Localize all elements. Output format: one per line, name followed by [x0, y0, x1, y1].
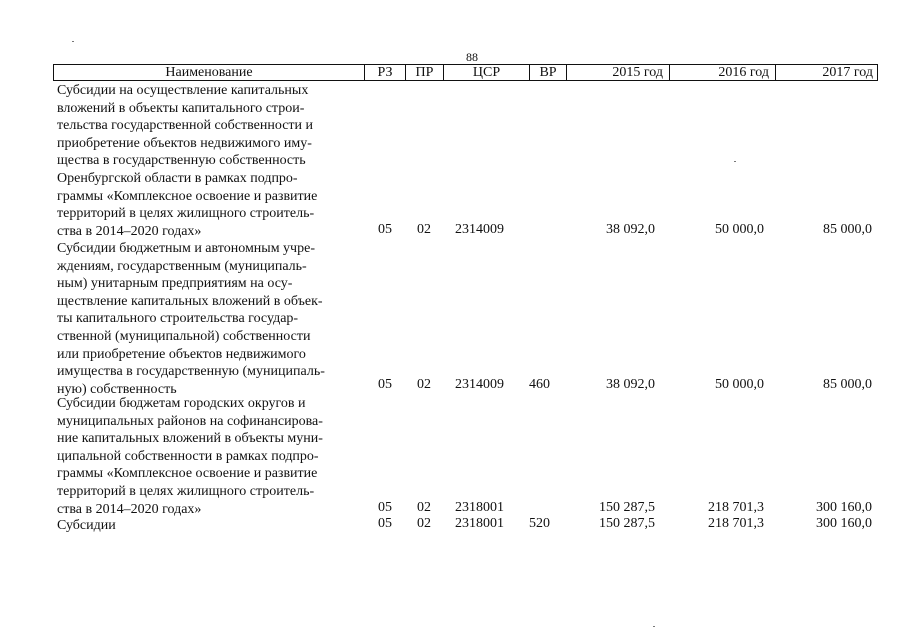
row-1-2016: 50 000,0	[715, 222, 764, 237]
header-rz: РЗ	[365, 65, 406, 80]
header-vr: ВР	[530, 65, 567, 80]
header-csr: ЦСР	[444, 65, 530, 80]
row-2-description: Субсидии бюджетным и автономным учре- ждениям, государственным (муниципаль- ным) унитарным предприятиям на осу- ществление капитальных вложений в объек- ты капитального строительства государ- ственной (муниципальной) собственности или приобретение объектов недвижимого имущества в государственную (муниципаль- ную) собственность	[57, 241, 325, 397]
header-2016: 2016 год	[670, 65, 776, 80]
row-4-csr: 2318001	[455, 516, 504, 531]
scan-speck	[653, 626, 655, 627]
row-1-2017: 85 000,0	[823, 222, 872, 237]
page-number: 88	[466, 50, 478, 64]
row-1-pr: 02	[417, 222, 431, 237]
row-3-2016: 218 701,3	[708, 500, 764, 515]
row-1-2015: 38 092,0	[606, 222, 655, 237]
row-3-2015: 150 287,5	[599, 500, 655, 515]
row-2-vr: 460	[529, 377, 550, 392]
header-pr: ПР	[406, 65, 444, 80]
row-1-csr: 2314009	[455, 222, 504, 237]
row-2-2016: 50 000,0	[715, 377, 764, 392]
row-3-description: Субсидии бюджетам городских округов и муниципальных районов на софинансирова- ние капитальных вложений в объекты муни- ципальной собственности в рамках подпро- граммы «Комплексное освоение и развитие территорий в целях жилищного строитель- ства в 2014–2020 годах»	[57, 396, 323, 517]
row-2-csr: 2314009	[455, 377, 504, 392]
header-name: Наименование	[54, 65, 365, 80]
header-2015: 2015 год	[567, 65, 670, 80]
row-3-2017: 300 160,0	[816, 500, 872, 515]
row-2-2015: 38 092,0	[606, 377, 655, 392]
table-header	[53, 64, 878, 81]
row-3-csr: 2318001	[455, 500, 504, 515]
row-1-rz: 05	[378, 222, 392, 237]
row-3-rz: 05	[378, 500, 392, 515]
row-1-description: Субсидии на осуществление капитальных вложений в объекты капитального строи- тельства государственной собственности и приобретение объектов недвижимого иму- щества в государственную собственность Оренбургской области в рамках подпро- граммы «Комплексное освоение и развитие территорий в целях жилищного строитель- ства в 2014–2020 годах»	[57, 83, 318, 239]
row-2-2017: 85 000,0	[823, 377, 872, 392]
scan-speck	[72, 41, 74, 42]
row-3-pr: 02	[417, 500, 431, 515]
row-4-2017: 300 160,0	[816, 516, 872, 531]
header-2017: 2017 год	[822, 65, 873, 80]
row-4-vr: 520	[529, 516, 550, 531]
scan-speck	[734, 161, 736, 162]
row-2-rz: 05	[378, 377, 392, 392]
row-2-pr: 02	[417, 377, 431, 392]
row-4-rz: 05	[378, 516, 392, 531]
row-4-pr: 02	[417, 516, 431, 531]
row-4-2016: 218 701,3	[708, 516, 764, 531]
row-4-2015: 150 287,5	[599, 516, 655, 531]
row-4-description: Субсидии	[57, 518, 116, 533]
